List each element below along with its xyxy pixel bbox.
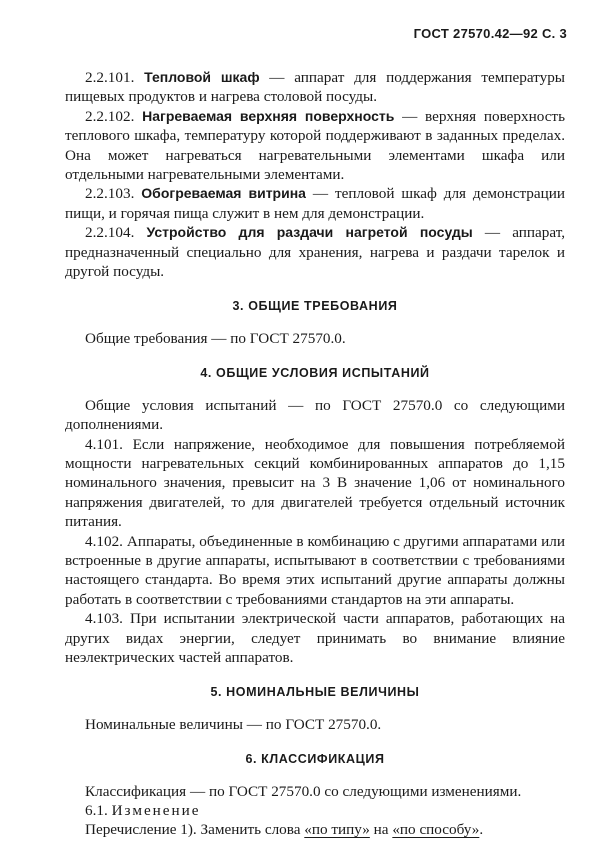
- clause-number: 6.1.: [85, 802, 108, 819]
- clause-heading: Изменение: [111, 802, 201, 819]
- amendment-connector: на: [369, 821, 393, 839]
- section-4-title: 4. ОБЩИЕ УСЛОВИЯ ИСПЫТАНИЙ: [200, 366, 430, 381]
- defined-term: Обогреваемая витрина: [141, 185, 306, 202]
- section-3-title: 3. ОБЩИЕ ТРЕБОВАНИЯ: [232, 299, 398, 314]
- clause-4-101: [65, 435, 565, 532]
- amendment-end: .: [479, 821, 484, 839]
- page-content: [65, 68, 565, 840]
- clause-6-1-text: [65, 820, 565, 839]
- clause-4-102: [65, 532, 565, 610]
- defined-term: Устройство для раздачи нагретой посуды: [146, 224, 473, 241]
- clause-number: 2.2.102.: [85, 107, 135, 125]
- section-5-title: 5. НОМИНАЛЬНЫЕ ВЕЛИЧИНЫ: [210, 685, 420, 700]
- defined-term: Тепловой шкаф: [144, 69, 260, 85]
- section-6-title: 6. КЛАССИФИКАЦИЯ: [245, 752, 385, 767]
- section-3-text: [65, 329, 565, 348]
- page-header: ГОСТ 27570.42—92 С. 3: [413, 26, 567, 41]
- clause-4-103-text: 4.103. При испытании электрической части аппаратов, работающих на других видах энергии, следует принимать во внимание влияние неэлектрических частей аппаратов.: [65, 610, 565, 666]
- definition-text: — верхняя поверхность теплового шкафа, температуру которой поддерживают в заданных пределах. Она может нагреваться нагревательными элементами шкафа или отдельными нагревательными элементами.: [65, 107, 565, 184]
- definition-2-2-104: [65, 223, 565, 281]
- section-5-body: Номинальные величины — по ГОСТ 27570.0.: [85, 715, 382, 733]
- definition-2-2-101: [65, 68, 565, 107]
- clause-number: 2.2.104.: [85, 224, 135, 242]
- amendment-text: Перечисление 1). Заменить слова: [85, 821, 305, 839]
- clause-4-103: [65, 609, 565, 667]
- clause-4-101-text: 4.101. Если напряжение, необходимое для повышения потребляемой мощности нагревательных секций комбинированных аппаратов до 1,15 номинального значения, превысит на 3 В значение 1,06 от номинального напряжения двигателей, то для двигателей требуется отдельный источник питания.: [65, 435, 565, 531]
- old-phrase: «по типу»: [304, 821, 370, 839]
- clause-6-1: [65, 801, 565, 820]
- clause-number: 2.2.101.: [85, 69, 135, 86]
- section-6-intro: [65, 782, 565, 801]
- section-4-intro-text: Общие условия испытаний — по ГОСТ 27570.0 со следующими дополнениями.: [65, 396, 565, 434]
- section-3-body: Общие требования — по ГОСТ 27570.0.: [85, 329, 346, 347]
- definition-text: — тепловой шкаф для демонстрации пищи, и горячая пища служит в нем для демонстрации.: [65, 185, 566, 222]
- clause-4-102-text: 4.102. Аппараты, объединенные в комбинацию с другими аппаратами или встроенные в другие аппараты, испытывают в соответствии с требованиями настоящего стандарта. Во время этих испытаний другие аппараты должны работать в соответствии с требованиями стандартов на эти аппараты.: [65, 532, 565, 608]
- definition-2-2-103: [65, 184, 565, 223]
- section-4-intro: [65, 396, 565, 435]
- definition-text: — аппарат, предназначенный специально для хранения, нагрева и раздачи тарелок и другой посуды.: [65, 224, 565, 281]
- defined-term: Нагреваемая верхняя поверхность: [142, 107, 395, 124]
- section-5-text: [65, 715, 565, 734]
- definition-2-2-102: [65, 107, 565, 185]
- section-6-intro-text: Классификация — по ГОСТ 27570.0 со следующими изменениями.: [85, 782, 522, 800]
- clause-number: 2.2.103.: [85, 185, 135, 203]
- new-phrase: «по способу»: [392, 821, 480, 839]
- definition-text: — аппарат для поддержания температуры пищевых продуктов и нагрева столовой посуды.: [65, 69, 565, 106]
